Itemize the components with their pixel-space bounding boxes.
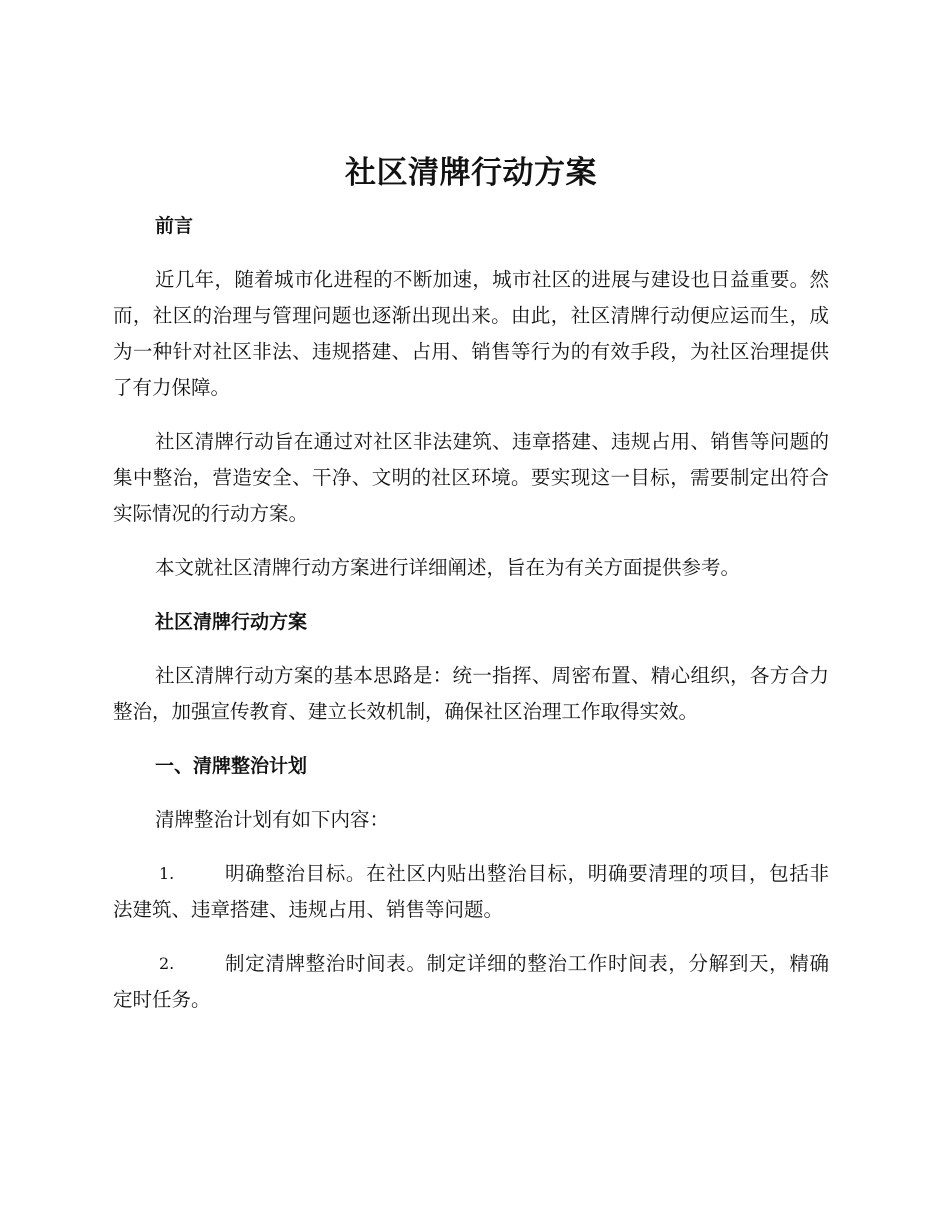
document-title: 社区清牌行动方案 bbox=[345, 155, 597, 191]
list-item-text: 制定清牌整治时间表。制定详细的整治工作时间表，分解到天，精确定时任务。 bbox=[113, 952, 829, 1011]
intro-paragraph-1: 近几年，随着城市化进程的不断加速，城市社区的进展与建设也日益重要。然而，社区的治理与管理问题也逐渐出现出来。由此，社区清牌行动便应运而生，成为一种针对社区非法、违规搭建、占用、销售等行为的有效手段，为社区治理提供了有力保障。 bbox=[113, 268, 829, 399]
intro-paragraph-2: 社区清牌行动旨在通过对社区非法建筑、违章搭建、违规占用、销售等问题的集中整治，营造安全、干净、文明的社区环境。要实现这一目标，需要制定出符合实际情况的行动方案。 bbox=[113, 430, 829, 525]
section-1-lead: 清牌整治计划有如下内容： bbox=[155, 808, 390, 831]
document-body bbox=[113, 148, 829, 1018]
plan-heading: 社区清牌行动方案 bbox=[155, 611, 308, 633]
list-item bbox=[113, 856, 829, 928]
list-item bbox=[113, 946, 829, 1018]
plan-paragraph: 社区清牌行动方案的基本思路是：统一指挥、周密布置、精心组织，各方合力整治，加强宣传教育、建立长效机制，确保社区治理工作取得实效。 bbox=[113, 664, 829, 723]
list-item-number: 1. bbox=[159, 864, 175, 883]
list-item-text: 明确整治目标。在社区内贴出整治目标，明确要清理的项目，包括非法建筑、违章搭建、违规占用、销售等问题。 bbox=[113, 862, 829, 921]
intro-paragraph-3: 本文就社区清牌行动方案进行详细阐述，旨在为有关方面提供参考。 bbox=[155, 556, 741, 579]
list-item-number: 2. bbox=[159, 954, 175, 973]
preface-heading: 前言 bbox=[155, 215, 194, 237]
section-1-heading: 一、清牌整治计划 bbox=[155, 755, 308, 777]
